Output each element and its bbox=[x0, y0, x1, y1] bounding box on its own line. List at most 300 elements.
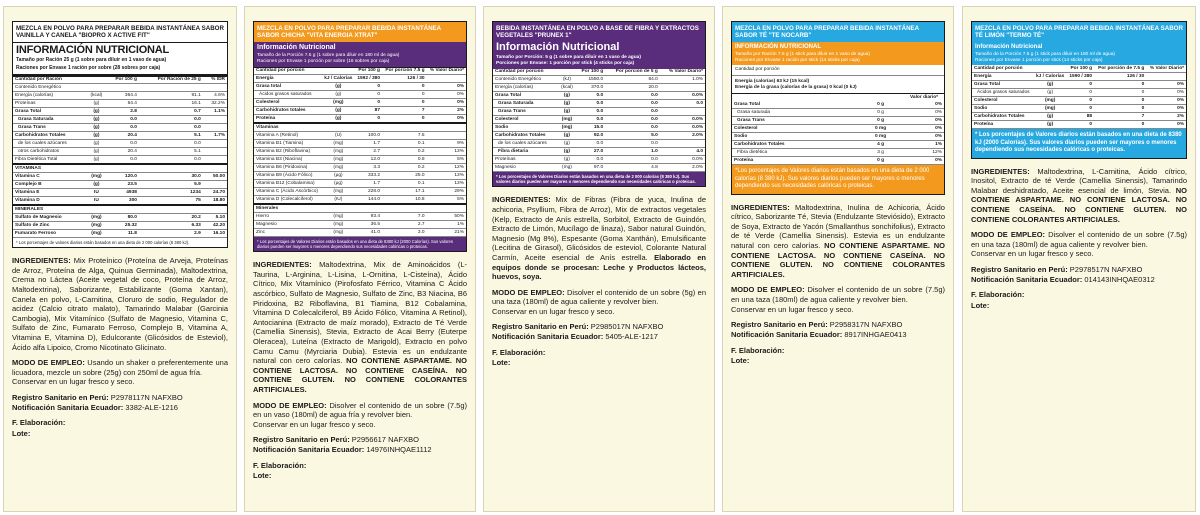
table-cell bbox=[898, 101, 908, 108]
nutrition-title: Información Nutricional bbox=[496, 41, 620, 54]
table-cell: 29% bbox=[427, 188, 466, 196]
table-cell: (mg) bbox=[322, 164, 354, 172]
table-cell: 6.33 bbox=[139, 222, 203, 230]
table-cell: 0 bbox=[1094, 97, 1146, 105]
table-cell: 0.0 bbox=[575, 108, 605, 116]
table-row bbox=[732, 109, 944, 117]
table-cell: 0% bbox=[909, 117, 944, 125]
table-cell: 0.0 bbox=[575, 92, 605, 100]
table-cell: 0.0 bbox=[139, 116, 203, 124]
table-cell: 92.0 bbox=[575, 132, 605, 140]
table-cell: (g) bbox=[89, 108, 105, 116]
table-cell: (mg) bbox=[89, 173, 105, 181]
table-row bbox=[254, 188, 466, 196]
table-cell: 333.2 bbox=[354, 172, 382, 180]
table-cell: 5.9 bbox=[139, 181, 203, 189]
table-cell: 0% bbox=[1146, 105, 1186, 113]
column-header: Por 100 g bbox=[575, 69, 605, 76]
table-row bbox=[493, 132, 705, 140]
table-cell: 23.5 bbox=[104, 181, 139, 189]
table-row bbox=[493, 76, 705, 84]
table-cell: 0.0 bbox=[139, 156, 203, 164]
table-cell: 0 g bbox=[873, 101, 888, 108]
table-cell: Grasa Total bbox=[732, 101, 873, 108]
table-row bbox=[13, 214, 227, 222]
table-row bbox=[493, 140, 705, 148]
table-cell: 0 bbox=[1094, 81, 1146, 89]
table-cell: 64.4 bbox=[104, 100, 139, 108]
table-cell: 5.1 bbox=[139, 148, 203, 156]
table-cell: 0.0 bbox=[605, 156, 660, 164]
table-cell bbox=[898, 125, 908, 133]
table-cell: Vitamina C bbox=[13, 173, 89, 181]
table-cell: 4.8 bbox=[605, 164, 660, 172]
table-cell: 0% bbox=[1146, 89, 1186, 97]
table-cell: (g) bbox=[559, 148, 575, 156]
servings-per-pack: Raciones por Envase 1 porción por sobre (16 sobres por caja) bbox=[257, 58, 390, 64]
table-cell bbox=[203, 148, 227, 156]
section-title: MINERALES bbox=[13, 205, 227, 213]
table-cell: 0.2 bbox=[382, 164, 427, 172]
table-cell: Hierro bbox=[254, 213, 322, 221]
batch-info bbox=[731, 346, 945, 366]
table-cell: (g) bbox=[89, 132, 105, 140]
serving-size: Tamaño por Porción: 5 g (1 sobre para diluir en 1 vaso de agua) bbox=[496, 55, 641, 60]
table-cell: 0 bbox=[354, 91, 382, 99]
storage-text: Conservar en un lugar fresco y seco. bbox=[253, 419, 376, 429]
table-cell: de los cuales azúcares bbox=[13, 140, 89, 148]
table-cell: (g) bbox=[89, 156, 105, 164]
table-cell: (mg) bbox=[322, 188, 354, 196]
table-cell: 0.0 bbox=[605, 92, 660, 100]
table-cell: Sulfato de Zinc bbox=[13, 222, 89, 230]
product-header: MEZCLA EN POLVO PARA PREPARAR BEBIDA INSTANTÁNEA SABOR VAINILLA Y CANELA "BIOPRO X ACTIVE FIT" bbox=[13, 22, 227, 43]
table-cell: (g) bbox=[89, 140, 105, 148]
table-row bbox=[972, 73, 1186, 81]
allergen-notice: Elaborado en equipos donde se procesan: Leche y Productos lácteos, huevos, soya. bbox=[492, 252, 706, 282]
table-cell: 0.7 bbox=[139, 108, 203, 116]
table-cell: Colesterol bbox=[254, 99, 322, 107]
column-header: Por 100 g bbox=[104, 75, 139, 84]
table-cell: Vitamina B2 (Riboflavina) bbox=[254, 148, 322, 156]
column-header: Por porción 7.5 g bbox=[382, 67, 427, 75]
table-cell: Proteína bbox=[972, 121, 1034, 129]
table-cell: 20.4 bbox=[104, 148, 139, 156]
table-cell: 93.4 bbox=[354, 213, 382, 221]
registry-ecuador-label: Notificación Sanitaria Ecuador: bbox=[971, 274, 1083, 284]
usage-label: MODO DE EMPLEO: bbox=[731, 285, 805, 295]
table-cell: 120.0 bbox=[104, 173, 139, 181]
registry bbox=[253, 435, 467, 455]
table-cell: kJ / Calorías bbox=[324, 75, 353, 81]
manufacture-date: F. Elaboración: bbox=[12, 418, 66, 428]
table-cell: 9% bbox=[427, 140, 466, 148]
table-cell: (g) bbox=[322, 91, 354, 99]
table-cell: Contenido Energético bbox=[13, 84, 89, 92]
table-cell: Magnesio bbox=[493, 164, 559, 172]
registry-peru-label: Registro Sanitario en Perú: bbox=[492, 322, 589, 332]
product-header: MEZCLA EN POLVO PARA PREPARAR BEBIDA INSTANTÁNEA SABOR TÉ "TE NOCARB" bbox=[732, 22, 944, 42]
table-cell: 0% bbox=[909, 133, 944, 141]
table-row bbox=[13, 108, 227, 116]
allergen-notice: NO CONTIENE ASPARTAME. NO CONTIENE LACTOSA. NO CONTIENE CASEÍNA. NO CONTIENE GLUTEN. NO CONTIENE COLORANTES ARTIFICIALES. bbox=[971, 185, 1187, 224]
table-cell: (mg) bbox=[322, 99, 354, 107]
table-cell: 1.7 bbox=[354, 180, 382, 188]
table-cell bbox=[888, 117, 898, 125]
table-cell: (μg) bbox=[322, 180, 354, 188]
table-row bbox=[254, 107, 466, 115]
footnote: * Los porcentajes de Valores Diarios están basados en una dieta de 8380 kJ (2000 Calorías). Sus valores diarios pueden ser mayores o menores dependiendo sus necesidades calóricas o proteicas. bbox=[254, 237, 466, 251]
label-panel-vita-energia bbox=[244, 6, 476, 512]
registry-ecuador-value: 3382-ALE-1216 bbox=[125, 402, 178, 412]
nutrition-table bbox=[972, 65, 1186, 129]
table-cell: Carbohidratos Totales bbox=[13, 132, 89, 140]
table-cell bbox=[898, 141, 908, 149]
table-cell: (μg) bbox=[322, 172, 354, 180]
table-row bbox=[13, 148, 227, 156]
table-cell: 12.0 bbox=[354, 156, 382, 164]
table-cell: (mg) bbox=[1034, 97, 1066, 105]
table-cell: Vitamina D bbox=[13, 197, 89, 205]
table-cell: 3 g bbox=[873, 149, 888, 157]
table-cell: 5% bbox=[427, 156, 466, 164]
table-cell: 1.0 bbox=[605, 148, 660, 156]
label-body bbox=[492, 195, 706, 316]
table-cell: 0% bbox=[909, 109, 944, 117]
table-row bbox=[493, 116, 705, 124]
batch-number: Lote: bbox=[731, 355, 750, 365]
table-cell: Sodio bbox=[972, 105, 1034, 113]
nutrition-card bbox=[971, 21, 1187, 159]
table-row bbox=[13, 132, 227, 140]
table-cell: 7 bbox=[382, 107, 427, 115]
table-row bbox=[732, 141, 944, 149]
table-cell: Magnesio bbox=[254, 221, 322, 229]
table-cell: 87 bbox=[354, 107, 382, 115]
table-row bbox=[254, 156, 466, 164]
table-row bbox=[13, 197, 227, 205]
registry-peru-value: P2958317N NAFXBO bbox=[829, 320, 903, 330]
ingredients-text: Mix de Fibras (Fibra de yuca, Inulina de achicoria, Psyllium, Fibra de Arroz), Mix de extractos vegetales (Kelp, Extracto de Anís estrella, Sorbitol, Extracto de Guindón, Extracto de Limón, Mucílago de linaza), Sabor natural Guindón, Magnesio (Mg 8%), Espesante (Goma Xanthán), Emulsificante (Lecitina de Girasol), Glicósidos de esteviol, Colorante Natural Carmín, Aceite esencial de Anís estrella. bbox=[492, 195, 706, 262]
table-cell: 0 bbox=[382, 83, 427, 91]
table-cell: 0 bbox=[354, 99, 382, 107]
nutrition-band bbox=[254, 42, 466, 66]
table-cell: Proteínas bbox=[13, 100, 89, 108]
table-cell: (g) bbox=[559, 140, 575, 148]
serving-size: Tamaño por Ración 25 g (1 sobre para diluir en 1 vaso de agua) bbox=[16, 57, 167, 63]
table-cell: 0.0 bbox=[575, 100, 605, 108]
servings-per-pack: Porciones por Envase: 1 porción por stick (4 sticks por caja) bbox=[496, 60, 635, 66]
storage-text: Conservar en un lugar fresco y seco. bbox=[971, 249, 1094, 259]
column-header: % Valor Diario* bbox=[660, 69, 705, 76]
ingredients-text: Maltodextrina, Mix de Aminoácidos (L-Taurina, L-Arginina, L-Lisina, L-Ornitina, L-Cisteína), Ácido Cítrico, Mix Vitamínico (Pirofosfato Férrico, Vitamina C Ácido ascórbico, Sulfato de Magnesio, Sulfato de Zinc, B3 Niacina, B6 Piridoxina, B2 Riboflavina, B1 Tiamina, B12 Cobalamina, Vitamina D Colecalciferol, B9 Ácido Fólico, Vitamina A Retinol), Antocianina (Extracto de maíz morado), Extracto de Té Verde (Camellia Sinensis), Stevia, Extracto de Acai Berry (Euterpe Oleracea), Luteína (Extracto de Marigold), Extracto en polvo Camu Camu (Myrciaria Dubia). Estevia es un endulzante natural con cero calorías. bbox=[253, 260, 467, 366]
usage-text: Disolver el contenido de un sobre (5g) en una taza (180ml) de agua caliente y revolver bien. bbox=[492, 287, 706, 307]
servings-per-pack: Raciones por Envase 1 porción por stick (14 sticks por caja) bbox=[975, 57, 1103, 63]
footnote: * Los porcentajes de valores diarios están basados en una dieta de 2 000 calorías (8 380 kJ). bbox=[16, 240, 190, 246]
nutrition-title: Información Nutricional bbox=[975, 44, 1043, 51]
section-title: Vitaminas bbox=[254, 123, 466, 131]
table-cell: Vitamina C (Ácido Ascórbico) bbox=[254, 188, 322, 196]
footnote: *Los porcentajes de Valores diarios están basados en una dieta de 2 000 calorías (8 380 kJ). Sus valores diarios pueden ser mayores o menores dependiendo sus necesidades calóricas o proteicas. bbox=[732, 165, 944, 194]
table-cell: 2% bbox=[1146, 113, 1186, 121]
registry-peru-label: Registro Sanitario en Perú: bbox=[731, 320, 828, 330]
table-cell bbox=[888, 101, 898, 108]
manufacture-date: F. Elaboración: bbox=[731, 345, 785, 355]
table-cell: (g) bbox=[322, 107, 354, 115]
table-row bbox=[732, 101, 944, 108]
table-cell: de los cuales azúcares bbox=[493, 140, 559, 148]
table-cell: (g) bbox=[1034, 113, 1066, 121]
table-cell: 0 mg bbox=[874, 125, 887, 131]
table-cell: 0 mg bbox=[874, 133, 887, 139]
table-cell: 0.0 bbox=[575, 116, 605, 124]
table-row bbox=[972, 121, 1186, 129]
table-cell: 16.1 bbox=[139, 100, 203, 108]
table-cell: Grasa Total bbox=[972, 81, 1034, 89]
product-header: MEZCLA EN POLVO PARA PREPARAR BEBIDA INSTANTÁNEA SABOR TÉ LIMÓN "TERMO TÉ" bbox=[972, 22, 1186, 42]
table-cell: Ácidos grasos saturados bbox=[972, 89, 1034, 97]
table-cell: 0 bbox=[1066, 121, 1094, 129]
table-row bbox=[13, 173, 227, 181]
table-cell: 4938 bbox=[104, 189, 139, 197]
table-cell: 7.5 bbox=[382, 132, 427, 140]
table-cell bbox=[203, 181, 227, 189]
table-cell: 0.9 bbox=[382, 156, 427, 164]
table-cell: 1590 / 380 bbox=[1066, 73, 1094, 81]
table-cell: 2.0% bbox=[660, 132, 705, 140]
table-cell: 0.0% bbox=[660, 124, 705, 132]
table-cell: (g) bbox=[322, 115, 354, 123]
table-cell: 20.2 bbox=[139, 214, 203, 222]
table-cell bbox=[888, 125, 898, 133]
amount-per-serving: Cantidad por porción bbox=[732, 65, 944, 76]
table-row bbox=[254, 221, 466, 229]
table-cell: Vitamina A (Retinol) bbox=[254, 132, 322, 140]
nutrition-title: INFORMACIÓN NUTRICIONAL bbox=[735, 44, 821, 51]
registry-peru-label: Registro Sanitario en Perú: bbox=[253, 435, 350, 445]
table-cell: 50.00 bbox=[203, 173, 227, 181]
ingredients-text: Mix Proteínico (Proteína de Arveja, Proteínas de Arroz, Proteína de Alga, Quinua Germinada), Maltodextrina, Crema no Láctea (Aceite vegetal de coco, Proteína de Arroz, Maltodextrina), Saborizante, Estabilizante (Goma Xantan), Canela en polvo, L-Carnitina, Cloruro de sodio, Regulador de acidez (Calcio citrato malato), Tamarindo Malabar (Garcinia Cambogia), Mix Vitamínico (Sulfato de Magnesio, Vitamina C, Sulfato de Zinc, Fumarato Ferroso, Complejo B, Vitamina A, Vitamina E, Vitamina D), Edulcorante (Glicósidos de Esteviol), Ácido alfa Lipoico, Cromo Nicotinato Glicinato. bbox=[12, 256, 228, 352]
table-cell: (kJ) bbox=[559, 76, 575, 84]
table-cell: 0.0 bbox=[605, 116, 660, 124]
table-row bbox=[493, 156, 705, 164]
table-cell: 42.20 bbox=[203, 222, 227, 230]
batch-info bbox=[253, 461, 467, 481]
table-cell: Carbohidratos Totales bbox=[972, 113, 1034, 121]
table-cell: 3.3 bbox=[354, 164, 382, 172]
table-cell: Energía (calorías) bbox=[13, 92, 89, 100]
table-cell: (mg) bbox=[322, 213, 354, 221]
table-cell: 20.0 bbox=[605, 84, 660, 92]
batch-number: Lote: bbox=[971, 300, 990, 310]
table-cell: Carbohidratos Totales bbox=[732, 141, 873, 149]
table-cell: Vitamina B12 (Cobalamina) bbox=[254, 180, 322, 188]
table-cell: 0% bbox=[427, 115, 466, 123]
ingredients-label: INGREDIENTES: bbox=[971, 166, 1030, 176]
table-cell: 25.32 bbox=[104, 222, 139, 230]
table-cell: (g) bbox=[559, 100, 575, 108]
table-cell: 0.0 bbox=[575, 140, 605, 148]
servings-per-pack: Raciones por Envase 1 ración por sobre (28 sobres por caja) bbox=[16, 64, 161, 71]
usage-text: Usando un shaker o preferentemente una licuadora, mezcle un sobre (25g) con 250ml de agua fría. bbox=[12, 358, 228, 377]
table-cell: 2.8 bbox=[104, 108, 139, 116]
nutrition-band bbox=[493, 22, 705, 69]
table-cell: Energía (calorías) bbox=[493, 84, 559, 92]
table-cell bbox=[888, 157, 898, 165]
table-cell: Sodio bbox=[493, 124, 559, 132]
table-cell: 0 bbox=[1094, 105, 1146, 113]
table-cell: 5% bbox=[427, 196, 466, 204]
table-cell: (mg) bbox=[559, 124, 575, 132]
table-row bbox=[13, 181, 227, 189]
table-cell: 126 / 30 bbox=[382, 75, 427, 83]
table-cell: 0 bbox=[382, 91, 427, 99]
table-cell: (kcal) bbox=[561, 84, 573, 90]
column-header: Por porción de 7.5 g bbox=[1094, 65, 1146, 72]
registry-peru-label: Registro Sanitario en Perú: bbox=[12, 392, 109, 402]
table-cell: 0.0% bbox=[660, 92, 705, 100]
table-cell: 97.0 bbox=[575, 164, 605, 172]
table-row bbox=[13, 84, 227, 92]
registry bbox=[731, 320, 945, 340]
footnote: * Los porcentajes de Valores Diarios están basados en una dieta de 2 000 calorías (8 380 kJ). Sus valores diarios pueden ser mayores o menores dependiendo sus necesidades calóricas o proteicas. bbox=[493, 172, 705, 186]
table-cell: 4.6% bbox=[203, 92, 227, 100]
registry-ecuador-label: Notificación Sanitaria Ecuador: bbox=[12, 402, 124, 412]
table-cell: Colesterol bbox=[732, 125, 873, 133]
table-cell: 30.0 bbox=[139, 173, 203, 181]
table-cell: 4.0 bbox=[660, 148, 705, 156]
table-row bbox=[493, 164, 705, 172]
product-header: BEBIDA INSTANTÁNEA EN POLVO A BASE DE FIBRA Y EXTRACTOS VEGETALES "PRUNEX 1" bbox=[496, 25, 699, 40]
section-title: Minerales bbox=[254, 204, 466, 212]
table-cell: 0.2 bbox=[382, 148, 427, 156]
table-cell: 5.0 bbox=[605, 132, 660, 140]
manufacture-date: F. Elaboración: bbox=[971, 290, 1025, 300]
table-cell: 7.0 bbox=[382, 213, 427, 221]
table-cell: 0% bbox=[1146, 121, 1186, 129]
table-cell: 18.80 bbox=[203, 197, 227, 205]
usage-label: MODO DE EMPLEO: bbox=[971, 230, 1046, 240]
storage-text: Conservar en un lugar fresco y seco. bbox=[731, 304, 854, 314]
table-cell: (mg) bbox=[322, 156, 354, 164]
table-cell: 0.0 bbox=[104, 116, 139, 124]
daily-value-header: Valor diario* bbox=[732, 93, 944, 102]
table-cell: (mg) bbox=[322, 148, 354, 156]
table-cell: (g) bbox=[1034, 81, 1066, 89]
table-cell: 27.0 bbox=[575, 148, 605, 156]
table-cell: (g) bbox=[1034, 89, 1066, 97]
column-header: Cantidad por Ración bbox=[13, 75, 104, 84]
registry-peru-value: P2956617 NAFXBO bbox=[351, 435, 419, 445]
table-cell bbox=[203, 116, 227, 124]
table-row bbox=[493, 124, 705, 132]
batch-number: Lote: bbox=[12, 428, 31, 438]
nutrition-table bbox=[493, 69, 705, 173]
registry-peru-value: P2978517N NAFXBO bbox=[1069, 264, 1143, 274]
table-cell: (mg) bbox=[559, 164, 575, 172]
table-cell: Grasa Trans bbox=[732, 117, 873, 125]
table-cell: Grasa Total bbox=[13, 108, 89, 116]
table-cell: 0 bbox=[382, 115, 427, 123]
registry-ecuador-label: Notificación Sanitaria Ecuador: bbox=[731, 329, 843, 339]
label-panel-biopro bbox=[3, 6, 237, 512]
table-cell: (mg) bbox=[1034, 105, 1066, 113]
table-cell: 1.0% bbox=[660, 76, 705, 84]
usage-text: Disolver el contenido de un sobre (7.5g) en un vaso (180ml) de agua fría y revolver bien. bbox=[253, 400, 467, 420]
table-cell: 0% bbox=[909, 157, 944, 165]
table-cell: 0.0 bbox=[575, 156, 605, 164]
ingredients-text: Maltodextrina, L-Carnitina, Ácido cítrico, Inositol, Extracto de té Verde (Camellia Sinensis), Tamarindo Malabar deshidratado, Aceite esencial de limón, Stevia. bbox=[971, 166, 1187, 195]
table-cell: Energía bbox=[254, 75, 322, 83]
table-cell: Vitamina D (Colecalciferol) bbox=[254, 196, 322, 204]
registry bbox=[971, 265, 1187, 285]
footnote: * Los porcentajes de Valores diarios están basados en una dieta de 8380 kJ (2000 Calorías). Sus valores diarios pueden ser mayores o menores dependiendo sus necesidades calóricas o proteicas. bbox=[972, 129, 1186, 158]
table-cell: 11.8 bbox=[104, 230, 139, 238]
table-cell: IU bbox=[89, 189, 105, 197]
table-cell: 5.1 bbox=[139, 132, 203, 140]
table-cell: (mg) bbox=[89, 214, 105, 222]
table-cell bbox=[660, 140, 705, 148]
table-cell: (U) bbox=[322, 132, 354, 140]
table-cell: Grasa Total bbox=[493, 92, 559, 100]
table-cell: 24.70 bbox=[203, 189, 227, 197]
table-cell: 1234 bbox=[139, 189, 203, 197]
table-cell: Zinc bbox=[254, 229, 322, 237]
label-panel-termo-te bbox=[962, 6, 1196, 512]
table-row bbox=[972, 89, 1186, 97]
nutrition-table bbox=[13, 74, 227, 239]
table-cell: 144.0 bbox=[354, 196, 382, 204]
registry-ecuador-value: 8917INHGAE0413 bbox=[844, 329, 907, 339]
registry-ecuador-value: 014143INHQAE0312 bbox=[1084, 274, 1155, 284]
column-header: Por 100 g bbox=[1066, 65, 1094, 72]
table-row bbox=[13, 156, 227, 164]
usage-text: Disolver el contenido de un sobre (7.5g) en una taza (180ml) de agua caliente y revolver bien. bbox=[971, 230, 1187, 249]
table-cell: Sulfato de Magnesio bbox=[13, 214, 89, 222]
manufacture-date: F. Elaboración: bbox=[492, 347, 546, 357]
table-row bbox=[254, 99, 466, 107]
table-row bbox=[493, 148, 705, 156]
product-header: MEZCLA EN POLVO PARA PREPARAR BEBIDA INSTANTÁNEA SABOR CHICHA "VITA ENERGIA XTRAT" bbox=[254, 22, 466, 42]
table-cell: Proteína bbox=[254, 115, 322, 123]
serving-size: Tamaño de la Porción 7.5 g (1 sobre para diluir en 180 ml de agua) bbox=[257, 53, 400, 58]
table-row bbox=[254, 229, 466, 237]
table-cell: (g) bbox=[559, 108, 575, 116]
nutrition-band bbox=[972, 42, 1186, 65]
nutrition-card bbox=[253, 21, 467, 252]
nutrition-card bbox=[492, 21, 706, 187]
table-cell: 0.0 bbox=[139, 124, 203, 132]
table-cell: Grasa saturada bbox=[732, 109, 873, 117]
table-row bbox=[13, 230, 227, 238]
table-row bbox=[254, 75, 466, 83]
table-row bbox=[493, 108, 705, 116]
table-cell: (kcal) bbox=[90, 92, 103, 98]
label-panel-te-nocarb bbox=[722, 6, 954, 512]
table-cell: 0.0 bbox=[104, 140, 139, 148]
table-cell: 0% bbox=[909, 125, 944, 133]
table-row bbox=[254, 148, 466, 156]
table-cell: 2.0% bbox=[660, 164, 705, 172]
column-header: % IDR bbox=[203, 75, 227, 84]
table-cell bbox=[660, 108, 705, 116]
table-row bbox=[972, 81, 1186, 89]
table-row bbox=[254, 196, 466, 204]
table-cell: 0.0 bbox=[104, 156, 139, 164]
table-cell: (g) bbox=[559, 156, 575, 164]
table-row bbox=[493, 100, 705, 108]
table-cell: 0 g bbox=[873, 157, 888, 165]
